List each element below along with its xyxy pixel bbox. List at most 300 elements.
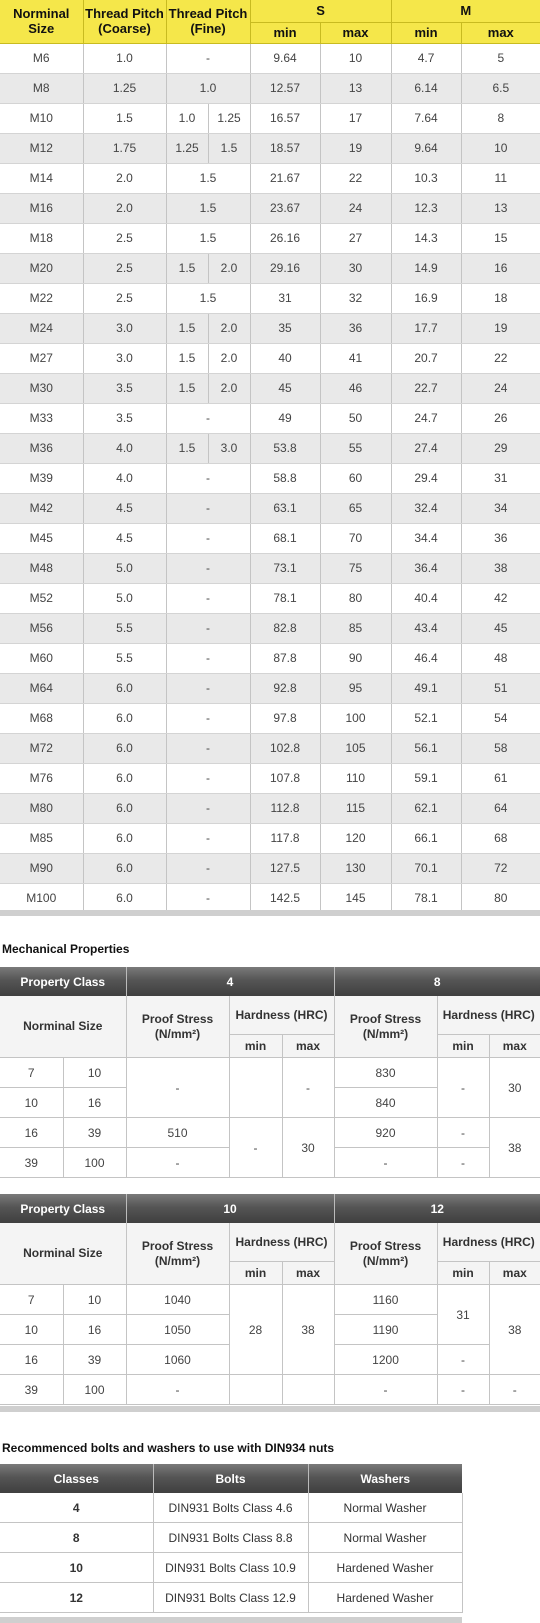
proof-stress-cell: 1060 [126, 1345, 229, 1375]
m-min-cell: 12.3 [391, 193, 461, 223]
class-cell: 10 [0, 1553, 153, 1583]
size-cell: M56 [0, 613, 83, 643]
m-min-cell: 6.14 [391, 73, 461, 103]
washer-cell: Hardened Washer [308, 1553, 462, 1583]
coarse-pitch-cell: 4.0 [83, 433, 166, 463]
m-min-cell: 4.7 [391, 43, 461, 73]
m-max-cell: 29 [461, 433, 540, 463]
s-min-cell: 142.5 [250, 883, 320, 913]
m-min-cell: 16.9 [391, 283, 461, 313]
size-cell: M100 [0, 883, 83, 913]
m-min-cell: 46.4 [391, 643, 461, 673]
coarse-pitch-cell: 2.5 [83, 223, 166, 253]
table-row [0, 1523, 462, 1553]
size-to: 10 [63, 1058, 126, 1088]
header-m-max: max [461, 22, 540, 43]
s-min-cell: 102.8 [250, 733, 320, 763]
size-cell: M90 [0, 853, 83, 883]
coarse-pitch-cell: 6.0 [83, 793, 166, 823]
s-min-cell: 112.8 [250, 793, 320, 823]
s-min-cell: 53.8 [250, 433, 320, 463]
hardness-min-cell [229, 1058, 282, 1118]
hardness-header: Hardness (HRC) [229, 996, 334, 1035]
coarse-pitch-cell: 6.0 [83, 703, 166, 733]
s-min-cell: 29.16 [250, 253, 320, 283]
m-min-cell: 14.9 [391, 253, 461, 283]
size-cell: M60 [0, 643, 83, 673]
size-to: 16 [63, 1315, 126, 1345]
coarse-pitch-cell: 2.5 [83, 253, 166, 283]
table-row [0, 73, 540, 103]
table-row [0, 1553, 462, 1583]
table-row [0, 613, 540, 643]
washer-cell: Normal Washer [308, 1523, 462, 1553]
s-max-cell: 75 [320, 553, 391, 583]
bolt-cell: DIN931 Bolts Class 8.8 [153, 1523, 308, 1553]
s-min-cell: 21.67 [250, 163, 320, 193]
size-cell: M27 [0, 343, 83, 373]
fine-pitch-cell: - [166, 643, 250, 673]
header-s: S [250, 0, 391, 22]
m-min-cell: 17.7 [391, 313, 461, 343]
s-min-cell: 92.8 [250, 673, 320, 703]
property-class-4: 4 [126, 967, 334, 996]
coarse-pitch-cell: 6.0 [83, 823, 166, 853]
size-to: 100 [63, 1148, 126, 1178]
size-from: 10 [0, 1088, 63, 1118]
header-thread-pitch-coarse: Thread Pitch (Coarse) [83, 0, 166, 43]
divider [0, 910, 540, 916]
m-min-cell: 10.3 [391, 163, 461, 193]
coarse-pitch-cell: 3.5 [83, 373, 166, 403]
section-title-recommended: Recommenced bolts and washers to use with DIN934 nuts [2, 1441, 335, 1455]
m-min-cell: 62.1 [391, 793, 461, 823]
nominal-size-header: Norminal Size [0, 1223, 126, 1285]
coarse-pitch-cell: 6.0 [83, 733, 166, 763]
table-row [0, 103, 540, 133]
s-max-cell: 65 [320, 493, 391, 523]
coarse-pitch-cell: 6.0 [83, 853, 166, 883]
hardness-min-cell: - [229, 1118, 282, 1178]
size-cell: M42 [0, 493, 83, 523]
table-row [0, 493, 540, 523]
header-thread-pitch-fine: Thread Pitch (Fine) [166, 0, 250, 43]
coarse-pitch-cell: 6.0 [83, 673, 166, 703]
property-table-10-12 [0, 1194, 540, 1405]
s-max-cell: 10 [320, 43, 391, 73]
s-min-cell: 58.8 [250, 463, 320, 493]
table-row [0, 1493, 462, 1523]
m-max-cell: 22 [461, 343, 540, 373]
s-max-cell: 85 [320, 613, 391, 643]
m-min-cell: 22.7 [391, 373, 461, 403]
section-title-mechanical-properties: Mechanical Properties [2, 942, 130, 956]
s-min-cell: 45 [250, 373, 320, 403]
hardness-min-cell: 31 [437, 1285, 489, 1345]
fine-pitch-cell: - [166, 463, 250, 493]
s-min-cell: 18.57 [250, 133, 320, 163]
hardness-max-cell: 38 [489, 1118, 540, 1178]
m-max-cell: 8 [461, 103, 540, 133]
coarse-pitch-cell: 5.0 [83, 553, 166, 583]
s-min-cell: 82.8 [250, 613, 320, 643]
size-cell: M64 [0, 673, 83, 703]
s-max-cell: 145 [320, 883, 391, 913]
m-max-cell: 5 [461, 43, 540, 73]
hardness-max-header: max [282, 1262, 334, 1285]
table-row [0, 133, 540, 163]
s-min-cell: 117.8 [250, 823, 320, 853]
hardness-min-cell: - [437, 1058, 489, 1118]
fine-pitch-cell: 1.5 [166, 433, 208, 463]
fine-pitch-cell: - [166, 583, 250, 613]
hardness-min-cell: - [437, 1345, 489, 1375]
coarse-pitch-cell: 5.5 [83, 613, 166, 643]
proof-stress-header: Proof Stress (N/mm²) [334, 1223, 437, 1285]
fine-pitch-cell: 1.0 [166, 73, 250, 103]
hardness-min-cell: 28 [229, 1285, 282, 1375]
fine-pitch-cell: - [166, 793, 250, 823]
size-cell: M12 [0, 133, 83, 163]
m-min-cell: 59.1 [391, 763, 461, 793]
proof-stress-cell: 920 [334, 1118, 437, 1148]
proof-stress-cell: 1160 [334, 1285, 437, 1315]
size-cell: M30 [0, 373, 83, 403]
m-max-cell: 19 [461, 313, 540, 343]
coarse-pitch-cell: 4.5 [83, 493, 166, 523]
m-min-cell: 52.1 [391, 703, 461, 733]
hardness-min-cell: - [437, 1375, 489, 1405]
table-row [0, 523, 540, 553]
m-max-cell: 24 [461, 373, 540, 403]
size-cell: M76 [0, 763, 83, 793]
table-row [0, 463, 540, 493]
fine-pitch-cell: 1.5 [166, 253, 208, 283]
size-cell: M24 [0, 313, 83, 343]
size-cell: M16 [0, 193, 83, 223]
s-min-cell: 68.1 [250, 523, 320, 553]
washer-cell: Normal Washer [308, 1493, 462, 1523]
table-row [0, 853, 540, 883]
table-row [0, 643, 540, 673]
fine-pitch-cell: 1.25 [208, 103, 250, 133]
coarse-pitch-cell: 1.0 [83, 43, 166, 73]
s-max-cell: 105 [320, 733, 391, 763]
table-row [0, 763, 540, 793]
header-classes: Classes [0, 1464, 153, 1493]
m-min-cell: 34.4 [391, 523, 461, 553]
fine-pitch-cell: 1.5 [166, 313, 208, 343]
coarse-pitch-cell: 3.0 [83, 313, 166, 343]
proof-stress-header: Proof Stress (N/mm²) [126, 996, 229, 1058]
s-min-cell: 78.1 [250, 583, 320, 613]
hardness-min-header: min [437, 1035, 489, 1058]
size-cell: M80 [0, 793, 83, 823]
s-min-cell: 9.64 [250, 43, 320, 73]
m-max-cell: 58 [461, 733, 540, 763]
m-max-cell: 11 [461, 163, 540, 193]
proof-stress-header: Proof Stress (N/mm²) [126, 1223, 229, 1285]
m-max-cell: 15 [461, 223, 540, 253]
hardness-min-cell: - [437, 1148, 489, 1178]
hardness-max-cell: 38 [489, 1285, 540, 1375]
m-max-cell: 36 [461, 523, 540, 553]
property-class-8: 8 [334, 967, 540, 996]
size-cell: M20 [0, 253, 83, 283]
m-max-cell: 34 [461, 493, 540, 523]
s-min-cell: 127.5 [250, 853, 320, 883]
s-max-cell: 24 [320, 193, 391, 223]
m-max-cell: 48 [461, 643, 540, 673]
m-max-cell: 26 [461, 403, 540, 433]
table-row [0, 403, 540, 433]
s-min-cell: 73.1 [250, 553, 320, 583]
coarse-pitch-cell: 6.0 [83, 763, 166, 793]
size-from: 39 [0, 1148, 63, 1178]
s-max-cell: 110 [320, 763, 391, 793]
bolt-cell: DIN931 Bolts Class 4.6 [153, 1493, 308, 1523]
m-max-cell: 64 [461, 793, 540, 823]
fine-pitch-cell: - [166, 823, 250, 853]
size-to: 39 [63, 1345, 126, 1375]
hardness-min-cell [229, 1375, 282, 1405]
coarse-pitch-cell: 1.5 [83, 103, 166, 133]
s-max-cell: 120 [320, 823, 391, 853]
m-min-cell: 7.64 [391, 103, 461, 133]
m-max-cell: 61 [461, 763, 540, 793]
s-max-cell: 95 [320, 673, 391, 703]
fine-pitch-cell: 2.0 [208, 253, 250, 283]
hardness-max-cell: 38 [282, 1285, 334, 1375]
proof-stress-cell: 1050 [126, 1315, 229, 1345]
table-row [0, 553, 540, 583]
size-cell: M39 [0, 463, 83, 493]
proof-stress-cell: - [126, 1148, 229, 1178]
hardness-max-cell [282, 1375, 334, 1405]
s-min-cell: 31 [250, 283, 320, 313]
fine-pitch-cell: 1.5 [166, 223, 250, 253]
proof-stress-cell: 1200 [334, 1345, 437, 1375]
s-max-cell: 19 [320, 133, 391, 163]
m-max-cell: 38 [461, 553, 540, 583]
m-min-cell: 66.1 [391, 823, 461, 853]
coarse-pitch-cell: 5.5 [83, 643, 166, 673]
fine-pitch-cell: - [166, 853, 250, 883]
m-max-cell: 51 [461, 673, 540, 703]
s-max-cell: 55 [320, 433, 391, 463]
fine-pitch-cell: - [166, 673, 250, 703]
m-min-cell: 24.7 [391, 403, 461, 433]
s-max-cell: 130 [320, 853, 391, 883]
size-from: 10 [0, 1315, 63, 1345]
hardness-max-header: max [282, 1035, 334, 1058]
size-cell: M85 [0, 823, 83, 853]
table-row [0, 703, 540, 733]
recommended-table-body [0, 1493, 462, 1613]
s-max-cell: 70 [320, 523, 391, 553]
m-max-cell: 45 [461, 613, 540, 643]
hardness-min-header: min [229, 1035, 282, 1058]
size-cell: M8 [0, 73, 83, 103]
property-class-label: Property Class [0, 1194, 126, 1223]
table-row [0, 283, 540, 313]
proof-stress-cell: 830 [334, 1058, 437, 1088]
size-from: 16 [0, 1345, 63, 1375]
property-class-10: 10 [126, 1194, 334, 1223]
m-min-cell: 43.4 [391, 613, 461, 643]
s-max-cell: 46 [320, 373, 391, 403]
proof-stress-cell: - [334, 1148, 437, 1178]
table-row [0, 793, 540, 823]
m-max-cell: 72 [461, 853, 540, 883]
property-class-label: Property Class [0, 967, 126, 996]
fine-pitch-cell: - [166, 883, 250, 913]
hardness-max-cell: - [489, 1375, 540, 1405]
hardness-max-cell: 30 [282, 1118, 334, 1178]
size-to: 16 [63, 1088, 126, 1118]
m-min-cell: 49.1 [391, 673, 461, 703]
hardness-max-cell: - [282, 1058, 334, 1118]
table-row [0, 883, 540, 913]
nominal-size-header: Norminal Size [0, 996, 126, 1058]
fine-pitch-cell: - [166, 763, 250, 793]
header-s-max: max [320, 22, 391, 43]
s-max-cell: 32 [320, 283, 391, 313]
proof-stress-cell: 510 [126, 1118, 229, 1148]
m-max-cell: 42 [461, 583, 540, 613]
s-max-cell: 36 [320, 313, 391, 343]
m-min-cell: 9.64 [391, 133, 461, 163]
coarse-pitch-cell: 4.0 [83, 463, 166, 493]
size-to: 39 [63, 1118, 126, 1148]
m-max-cell: 54 [461, 703, 540, 733]
header-s-min: min [250, 22, 320, 43]
size-from: 7 [0, 1058, 63, 1088]
table-row [0, 313, 540, 343]
class-cell: 4 [0, 1493, 153, 1523]
s-min-cell: 63.1 [250, 493, 320, 523]
dimensions-table-body [0, 43, 540, 913]
coarse-pitch-cell: 6.0 [83, 883, 166, 913]
proof-stress-cell: - [334, 1375, 437, 1405]
coarse-pitch-cell: 2.5 [83, 283, 166, 313]
fine-pitch-cell: 3.0 [208, 433, 250, 463]
s-min-cell: 49 [250, 403, 320, 433]
table-row [0, 253, 540, 283]
table-row [0, 163, 540, 193]
m-min-cell: 14.3 [391, 223, 461, 253]
header-nominal-size: Norminal Size [0, 0, 83, 43]
divider [0, 1406, 540, 1412]
fine-pitch-cell: 1.0 [166, 103, 208, 133]
fine-pitch-cell: - [166, 703, 250, 733]
fine-pitch-cell: 2.0 [208, 313, 250, 343]
size-cell: M48 [0, 553, 83, 583]
m-max-cell: 68 [461, 823, 540, 853]
coarse-pitch-cell: 5.0 [83, 583, 166, 613]
proof-stress-cell: 840 [334, 1088, 437, 1118]
hardness-min-header: min [437, 1262, 489, 1285]
washer-cell: Hardened Washer [308, 1583, 462, 1613]
coarse-pitch-cell: 3.5 [83, 403, 166, 433]
fine-pitch-cell: 1.5 [166, 373, 208, 403]
fine-pitch-cell: 1.5 [208, 133, 250, 163]
s-max-cell: 17 [320, 103, 391, 133]
s-max-cell: 100 [320, 703, 391, 733]
fine-pitch-cell: - [166, 403, 250, 433]
m-max-cell: 6.5 [461, 73, 540, 103]
s-min-cell: 26.16 [250, 223, 320, 253]
s-max-cell: 30 [320, 253, 391, 283]
size-cell: M6 [0, 43, 83, 73]
s-max-cell: 41 [320, 343, 391, 373]
size-to: 10 [63, 1285, 126, 1315]
s-max-cell: 22 [320, 163, 391, 193]
table-row [0, 193, 540, 223]
property-class-12: 12 [334, 1194, 540, 1223]
hardness-min-header: min [229, 1262, 282, 1285]
size-from: 7 [0, 1285, 63, 1315]
table-row [0, 583, 540, 613]
hardness-max-cell: 30 [489, 1058, 540, 1118]
fine-pitch-cell: 1.5 [166, 193, 250, 223]
m-min-cell: 29.4 [391, 463, 461, 493]
m-min-cell: 40.4 [391, 583, 461, 613]
m-min-cell: 70.1 [391, 853, 461, 883]
s-min-cell: 12.57 [250, 73, 320, 103]
coarse-pitch-cell: 1.75 [83, 133, 166, 163]
m-max-cell: 31 [461, 463, 540, 493]
fine-pitch-cell: - [166, 523, 250, 553]
hardness-header: Hardness (HRC) [437, 996, 540, 1035]
coarse-pitch-cell: 1.25 [83, 73, 166, 103]
table-row [0, 373, 540, 403]
s-max-cell: 13 [320, 73, 391, 103]
fine-pitch-cell: 2.0 [208, 373, 250, 403]
size-cell: M10 [0, 103, 83, 133]
header-m: M [391, 0, 540, 22]
header-bolts: Bolts [153, 1464, 308, 1493]
s-min-cell: 87.8 [250, 643, 320, 673]
size-from: 16 [0, 1118, 63, 1148]
table-row [0, 673, 540, 703]
fine-pitch-cell: - [166, 43, 250, 73]
s-max-cell: 50 [320, 403, 391, 433]
size-to: 100 [63, 1375, 126, 1405]
coarse-pitch-cell: 2.0 [83, 193, 166, 223]
hardness-header: Hardness (HRC) [229, 1223, 334, 1262]
size-cell: M18 [0, 223, 83, 253]
table-row [0, 1583, 462, 1613]
table-row [0, 823, 540, 853]
coarse-pitch-cell: 2.0 [83, 163, 166, 193]
m-min-cell: 78.1 [391, 883, 461, 913]
header-m-min: min [391, 22, 461, 43]
size-cell: M45 [0, 523, 83, 553]
m-min-cell: 32.4 [391, 493, 461, 523]
s-max-cell: 27 [320, 223, 391, 253]
m-min-cell: 56.1 [391, 733, 461, 763]
proof-stress-cell: - [126, 1375, 229, 1405]
table-row [0, 433, 540, 463]
m-min-cell: 36.4 [391, 553, 461, 583]
table-row [0, 43, 540, 73]
hardness-min-cell: - [437, 1118, 489, 1148]
m-max-cell: 80 [461, 883, 540, 913]
s-max-cell: 115 [320, 793, 391, 823]
property-table-4-8 [0, 967, 540, 1178]
s-max-cell: 80 [320, 583, 391, 613]
